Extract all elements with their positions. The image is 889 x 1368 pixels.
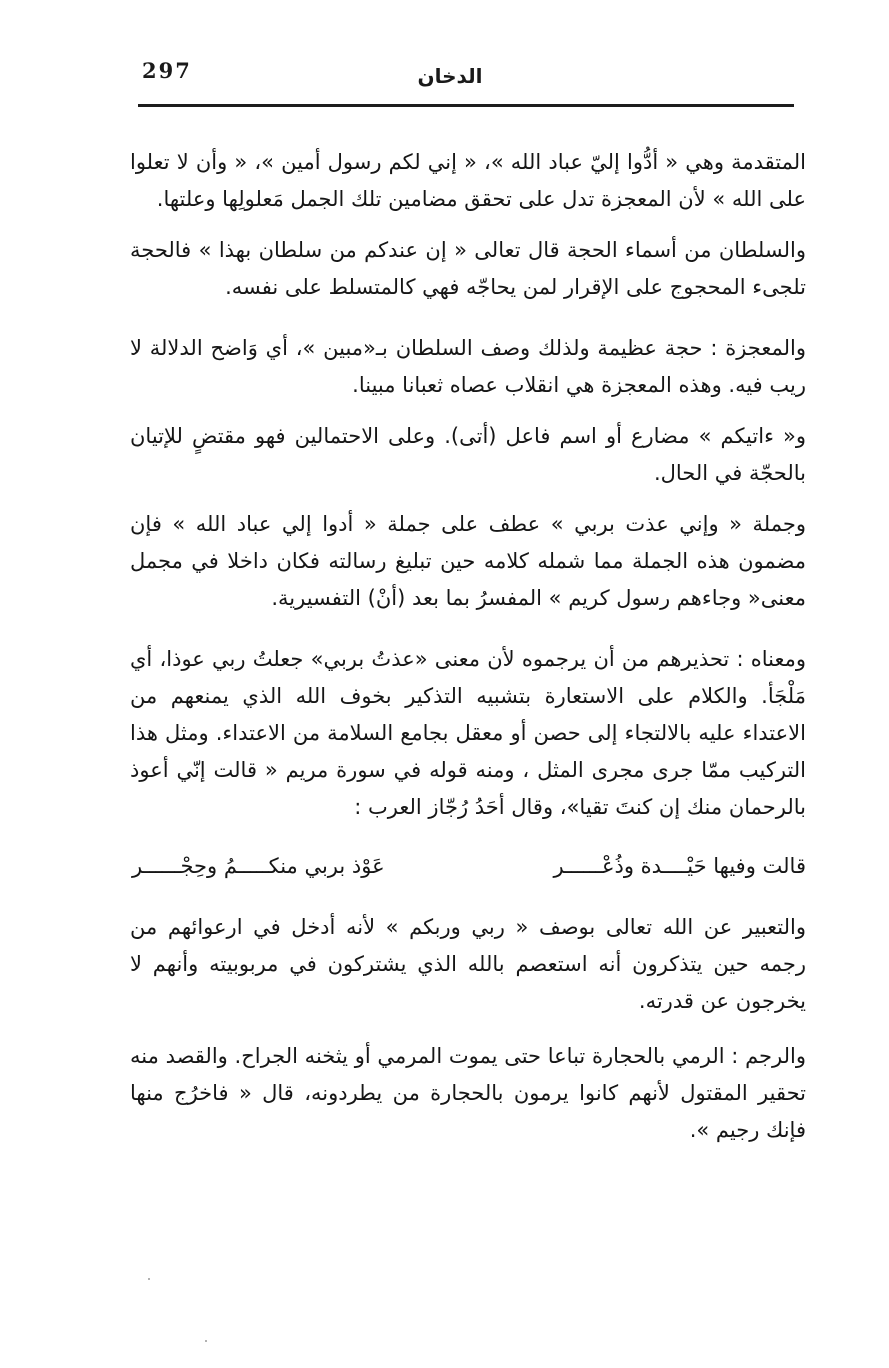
scan-speck bbox=[148, 1278, 150, 1280]
paragraph: ومعناه : تحذيرهم من أن يرجموه لأن معنى «عذتُ بربي» جعلتُ ربي عوذا، أي مَلْجَأ. والكلام على الاستعارة بتشبيه التذكير بخوف الله الذي يمنعهم من الاعتداء عليه بالالتجاء إلى حصن أو معقل بجامع السلامة من الاعتداء. ومثل هذا التركيب ممّا جرى مجرى المثل ، ومنه قوله في سورة مريم « قالت إنّي أعوذ بالرحمان منك إن كنتَ تقيا»، وقال أحَدُ رُجّاز العرب : bbox=[130, 647, 806, 819]
verse-second-hemistich: عَوْذ بربي منكـــــمُ وحِجْــــــر bbox=[132, 854, 385, 878]
paragraph: والسلطان من أسماء الحجة قال تعالى « إن عندكم من سلطان بهذا » فالحجة تلجىء المحجوج على الإقرار لمن يحاجّه فهي كالمتسلط على نفسه. bbox=[130, 238, 806, 299]
verse-first-hemistich: قالت وفيها حَيْــــدة وذُعْــــــر bbox=[553, 854, 806, 878]
page-number: 297 bbox=[142, 58, 192, 83]
poetry-verse bbox=[130, 848, 806, 885]
paragraph: المتقدمة وهي « أدُّوا إليّ عباد الله »، « إني لكم رسول أمين »، « وأن لا تعلوا على الله » لأن المعجزة تدل على تحقق مضامين تلك الجمل مَعلولِها وعلتها. bbox=[130, 150, 806, 211]
page-body bbox=[130, 144, 806, 1149]
scan-speck bbox=[205, 1340, 207, 1342]
paragraph: و« ءاتيكم » مضارع أو اسم فاعل (أتى). وعلى الاحتمالين فهو مقتضٍ للإتيان بالحجّة في الحال. bbox=[130, 424, 806, 485]
paragraph: والمعجزة : حجة عظيمة ولذلك وصف السلطان بـ«مبين »، أي وَاضح الدلالة لا ريب فيه. وهذه المعجزة هي انقلاب عصاه ثعبانا مبينا. bbox=[130, 336, 806, 397]
header-rule bbox=[138, 104, 794, 107]
paragraph: وجملة « وإني عذت بربي » عطف على جملة « أدوا إلي عباد الله » فإن مضمون هذه الجملة مما شمله كلامه حين تبليغ رسالته فكان داخلا في مجمل معنى« وجاءهم رسول كريم » المفسرُ بما بعد (أنْ) التفسيرية. bbox=[130, 512, 806, 610]
paragraph: والرجم : الرمي بالحجارة تباعا حتى يموت المرمي أو يثخنه الجراح. والقصد منه تحقير المقتول لأنهم كانوا يرمون بالحجارة من يطردونه، قال « فاخرُج منها فإنك رجيم ». bbox=[130, 1044, 806, 1142]
paragraph: والتعبير عن الله تعالى بوصف « ربي وربكم » لأنه أدخل في ارعوائهم من رجمه حين يتذكرون أنه استعصم بالله الذي يشتركون في مربوبيته وأنهم لا يخرجون عن قدرته. bbox=[130, 915, 806, 1013]
running-title: الدخان bbox=[417, 64, 483, 88]
